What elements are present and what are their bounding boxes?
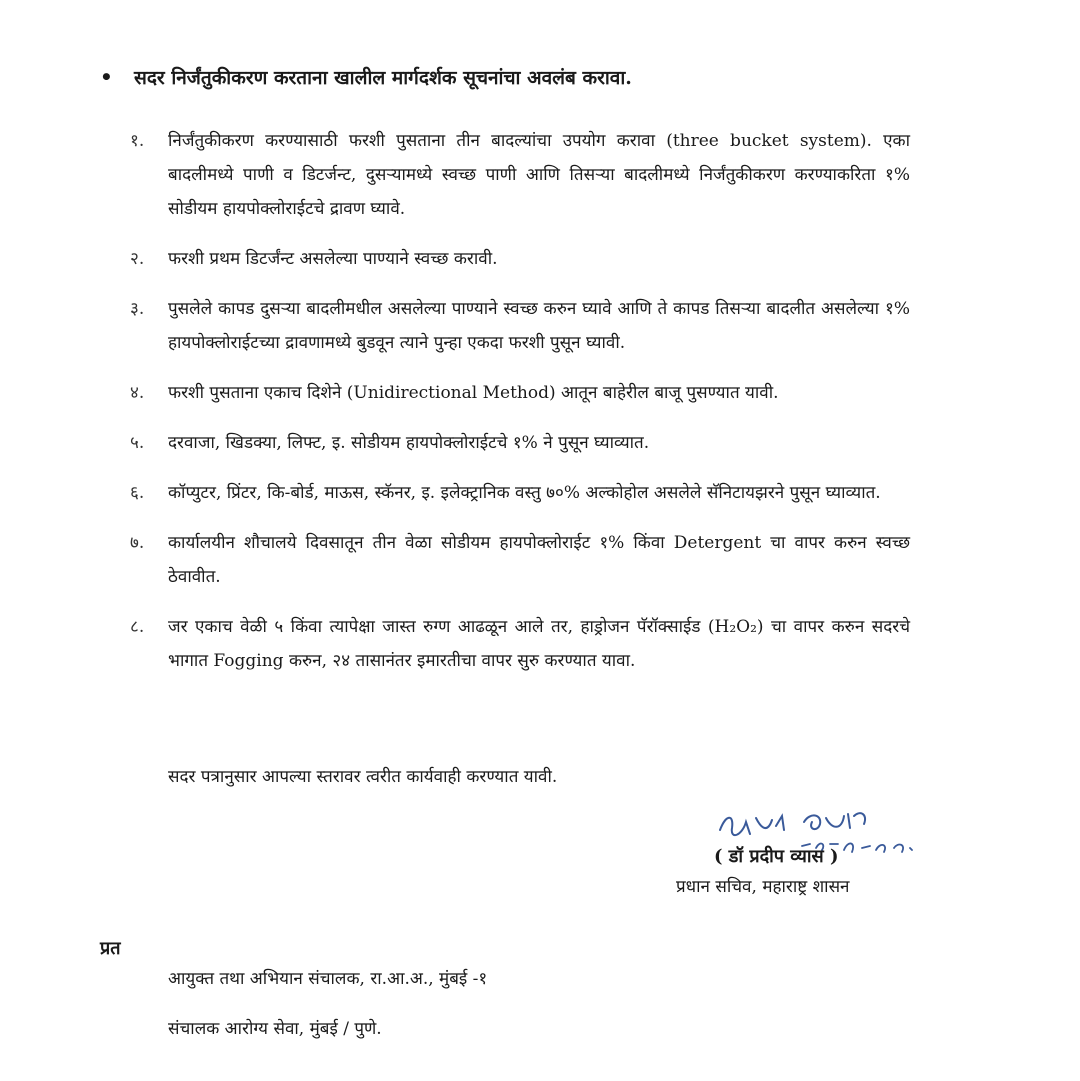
item-number: ५. xyxy=(130,433,145,453)
item-number: ८. xyxy=(130,617,145,637)
item-number: २. xyxy=(130,249,145,269)
item-text: जर एकाच वेळी ५ किंवा त्यापेक्षा जास्त रुग्ण आढळून आले तर, हाड्रोजन पॅरॉक्साईड (H₂O₂) चा वापर करुन सदरचे भागात Fogging करुन, २४ तासानंतर इमारतीचा वापर सुरु करण्यात यावा. xyxy=(168,617,910,671)
copy-to-heading: प्रत xyxy=(100,938,121,959)
list-item xyxy=(130,426,910,460)
bullet-heading xyxy=(100,64,1000,90)
list-item xyxy=(130,476,910,510)
signatory-name: ( डॉ प्रदीप व्यास ) xyxy=(714,846,839,867)
bullet-icon: • xyxy=(100,65,113,89)
item-text: कॉप्युटर, प्रिंटर, कि-बोर्ड, माऊस, स्कॅनर, इ. इलेक्ट्रानिक वस्तु ७०% अल्कोहोल असलेले सॅनिटायझरने पुसून घ्याव्यात. xyxy=(168,483,881,503)
list-item xyxy=(130,124,910,226)
item-number: १. xyxy=(130,131,145,151)
list-item xyxy=(130,242,910,276)
list-item xyxy=(130,610,910,678)
list-item xyxy=(130,292,910,360)
instruction-list xyxy=(130,124,910,694)
signatory-designation: प्रधान सचिव, महाराष्ट्र शासन xyxy=(676,877,850,897)
item-text: दरवाजा, खिडक्या, लिफ्ट, इ. सोडीयम हायपोक्लोराईटचे १% ने पुसून घ्याव्यात. xyxy=(168,433,650,453)
item-text: पुसलेले कापड दुसऱ्या बादलीमधील असलेल्या पाण्याने स्वच्छ करुन घ्यावे आणि ते कापड तिसऱ्या बादलीत असलेल्या १% हायपोक्लोराईटच्या द्रावणामध्ये बुडवून त्याने पुन्हा एकदा फरशी पुसून घ्यावी. xyxy=(168,299,910,353)
closing-instruction: सदर पत्रानुसार आपल्या स्तरावर त्वरीत कार्यवाही करण्यात यावी. xyxy=(168,767,558,787)
item-number: ७. xyxy=(130,533,145,553)
item-number: ६. xyxy=(130,483,145,503)
item-text: फरशी प्रथम डिटर्जंन्ट असलेल्या पाण्याने स्वच्छ करावी. xyxy=(168,249,498,269)
copy-recipient: संचालक आरोग्य सेवा, मुंबई / पुणे. xyxy=(168,1019,382,1039)
item-text: फरशी पुसताना एकाच दिशेने (Unidirectional Method) आतून बाहेरील बाजू पुसण्यात यावी. xyxy=(168,383,779,403)
item-number: ४. xyxy=(130,383,145,403)
copy-to-list xyxy=(168,962,487,1062)
bullet-heading-text: सदर निर्जंतुकीकरण करताना खालील मार्गदर्शक सूचनांचा अवलंब करावा. xyxy=(134,67,632,89)
item-number: ३. xyxy=(130,299,145,319)
list-item xyxy=(130,526,910,594)
list-item xyxy=(130,376,910,410)
item-text: निर्जंतुकीकरण करण्यासाठी फरशी पुसताना तीन बादल्यांचा उपयोग करावा (three bucket system). एका बादलीमध्ये पाणी व डिटर्जन्ट, दुसऱ्यामध्ये स्वच्छ पाणी आणि तिसऱ्या बादलीमध्ये निर्जंतुकीकरण करण्याकरिता १% सोडीयम हायपोक्लोराईटचे द्रावण घ्यावे. xyxy=(168,131,910,219)
item-text: कार्यालयीन शौचालये दिवसातून तीन वेळा सोडीयम हायपोक्लोराईट १% किंवा Detergent चा वापर करुन स्वच्छ ठेवावीत. xyxy=(168,533,910,587)
copy-recipient: आयुक्त तथा अभियान संचालक, रा.आ.अ., मुंबई -१ xyxy=(168,969,488,989)
